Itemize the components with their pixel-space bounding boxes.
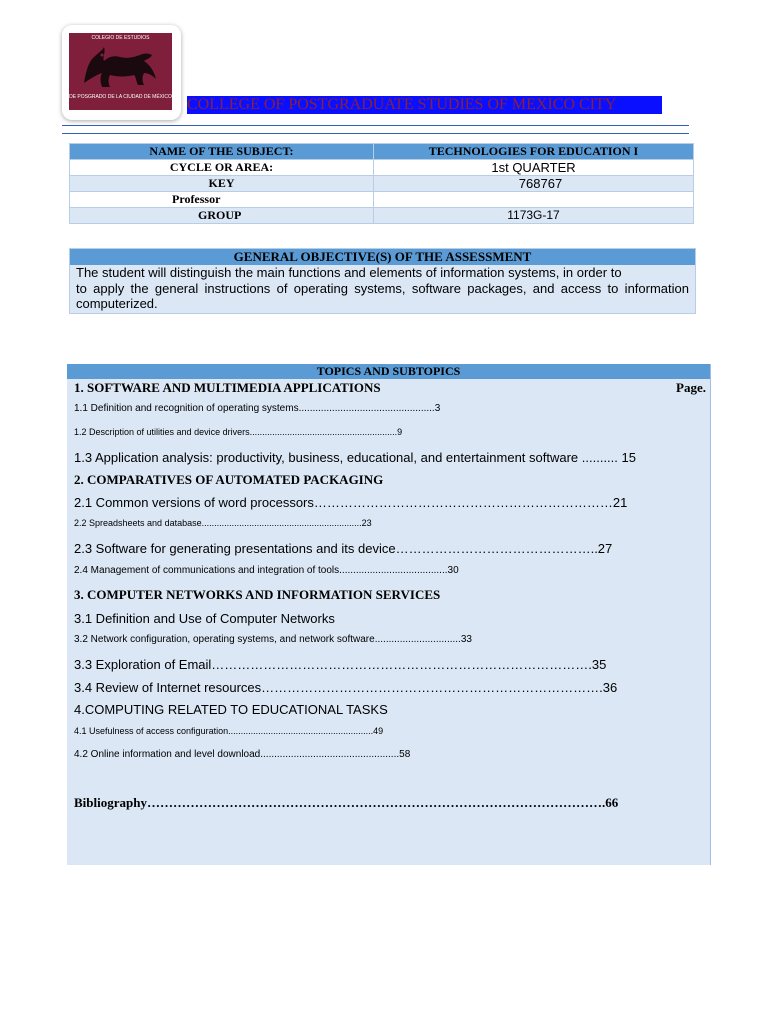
subtopic-item: 2.1 Common versions of word processors……………………………………………………………21: [74, 495, 628, 510]
table-row: [70, 192, 694, 208]
subject-value: TECHNOLOGIES FOR EDUCATION I: [374, 144, 694, 160]
topics-box: [67, 364, 711, 865]
document-title-wrap: [187, 94, 616, 116]
subtopic-item: 2.2 Spreadsheets and database................................................................23: [74, 518, 372, 528]
subtopic-item: 2.3 Software for generating presentations and its device………………………………………..27: [74, 541, 613, 556]
subtopic-item: 1.2 Description of utilities and device drivers...........................................................9: [74, 427, 403, 437]
subtopic-item: 4.1 Usefulness of access configuration..........................................................49: [74, 726, 384, 736]
table-row: [70, 208, 694, 224]
subtopic-item: 4.2 Online information and level download..................................................58: [74, 749, 411, 760]
objective-box: [69, 248, 696, 314]
header-rule-bottom: [62, 133, 689, 134]
topic-heading: 2. COMPARATIVES OF AUTOMATED PACKAGING: [74, 472, 384, 487]
topic-heading: 1. SOFTWARE AND MULTIMEDIA APPLICATIONS: [74, 380, 381, 395]
subject-label: NAME OF THE SUBJECT:: [70, 144, 374, 160]
cycle-label: CYCLE OR AREA:: [70, 160, 374, 176]
table-row: [70, 160, 694, 176]
objective-line: The student will distinguish the main functions and elements of information systems, in order to: [76, 265, 622, 280]
key-value: 768767: [374, 176, 694, 192]
college-logo: [62, 25, 181, 120]
page-column-label: Page.: [676, 380, 706, 395]
table-row: [70, 144, 694, 160]
professor-value: [374, 192, 694, 208]
subject-info-table: [69, 143, 694, 224]
lion-icon: [80, 43, 162, 91]
objective-line: computerized.: [76, 296, 158, 311]
document-title: COLLEGE OF POSTGRADUATE STUDIES OF MEXICO CITY: [187, 96, 617, 113]
subtopic-item: 1.1 Definition and recognition of operating systems.................................................3: [74, 403, 441, 414]
topic-heading: 4.COMPUTING RELATED TO EDUCATIONAL TASKS: [74, 702, 388, 717]
group-label: GROUP: [70, 208, 374, 224]
logo-emblem: [69, 33, 172, 110]
subtopic-item: 2.4 Management of communications and integration of tools.......................................30: [74, 565, 459, 576]
topic-heading: 3. COMPUTER NETWORKS AND INFORMATION SERVICES: [74, 587, 441, 602]
objective-header: GENERAL OBJECTIVE(S) OF THE ASSESSMENT: [70, 249, 695, 265]
topics-header: TOPICS AND SUBTOPICS: [67, 364, 710, 379]
subtopic-item: 1.3 Application analysis: productivity, business, educational, and entertainment software .......... 15: [74, 450, 636, 465]
bibliography-item: Bibliography…………………………………………………………………………………………….66: [74, 795, 619, 810]
header-rule-top: [62, 125, 689, 126]
objective-text: [70, 265, 695, 313]
subtopic-item: 3.2 Network configuration, operating systems, and network software...............................33: [74, 634, 472, 645]
professor-label: Professor: [70, 192, 374, 208]
cycle-value: 1st QUARTER: [374, 160, 694, 176]
table-row: [70, 176, 694, 192]
subtopic-item: 3.4 Review of Internet resources…………………………………………………………………….36: [74, 680, 618, 695]
logo-bottom-text: DE POSGRADO DE LA CIUDAD DE MÉXICO: [69, 94, 172, 100]
subtopic-item: 3.1 Definition and Use of Computer Networks: [74, 611, 335, 626]
subtopic-item: 3.3 Exploration of Email…………………………………………………………………………….35: [74, 657, 607, 672]
objective-line: to apply the general instructions of operating systems, software packages, and access to information: [76, 280, 689, 296]
group-value: 1173G-17: [374, 208, 694, 224]
logo-top-text: COLEGIO DE ESTUDIOS: [91, 35, 150, 41]
key-label: KEY: [70, 176, 374, 192]
